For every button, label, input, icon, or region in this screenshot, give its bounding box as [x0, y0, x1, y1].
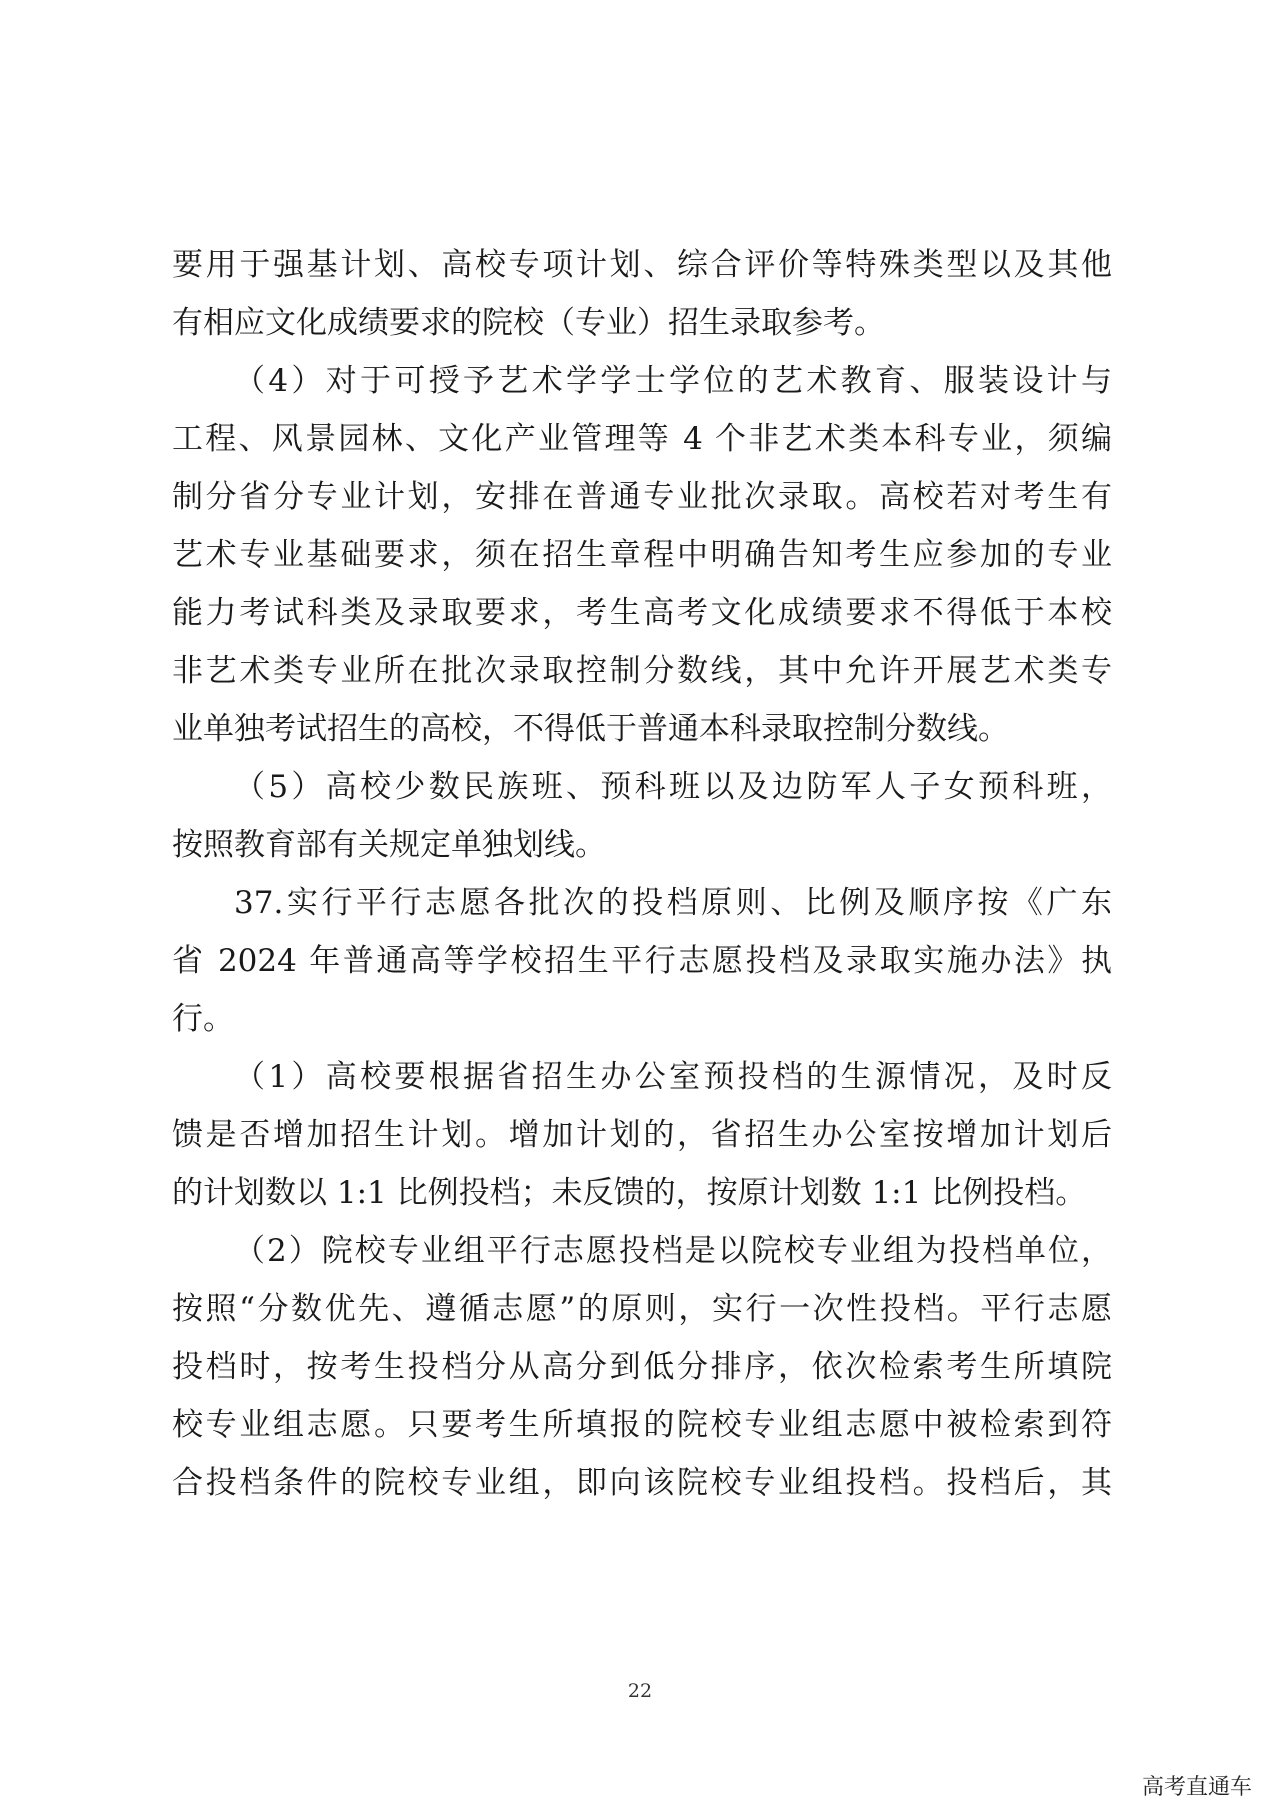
text-line: 要用于强基计划、高校专项计划、综合评价等特殊类型以及其他: [172, 247, 1112, 283]
text-line: 业单独考试招生的高校，不得低于普通本科录取控制分数线。: [172, 711, 1009, 747]
text-line: （2）院校专业组平行志愿投档是以院校专业组为投档单位，: [234, 1233, 1112, 1269]
watermark-text: 高考直通车: [1141, 1775, 1252, 1800]
text-line: 工程、风景园林、文化产业管理等 4 个非艺术类本科专业，须编: [172, 421, 1112, 457]
text-line: （5）高校少数民族班、预科班以及边防军人子女预科班，: [234, 769, 1112, 805]
text-line: 按照“分数优先、遵循志愿”的原则，实行一次性投档。平行志愿: [172, 1291, 1112, 1327]
text-line: 合投档条件的院校专业组，即向该院校专业组投档。投档后，其: [172, 1465, 1112, 1501]
text-line: 馈是否增加招生计划。增加计划的，省招生办公室按增加计划后: [172, 1117, 1112, 1153]
text-line: 制分省分专业计划，安排在普通专业批次录取。高校若对考生有: [172, 479, 1112, 515]
page-number: 22: [627, 1680, 653, 1702]
text-line: （1）高校要根据省招生办公室预投档的生源情况，及时反: [234, 1059, 1112, 1095]
text-line: 有相应文化成绩要求的院校（专业）招生录取参考。: [172, 305, 885, 341]
text-line: 非艺术类专业所在批次录取控制分数线，其中允许开展艺术类专: [172, 653, 1112, 689]
text-line: 行。: [172, 1001, 234, 1037]
text-line: 艺术专业基础要求，须在招生章程中明确告知考生应参加的专业: [172, 537, 1112, 573]
text-line: 的计划数以 1:1 比例投档；未反馈的，按原计划数 1:1 比例投档。: [172, 1175, 1087, 1211]
text-line: （4）对于可授予艺术学学士学位的艺术教育、服装设计与: [234, 363, 1112, 399]
text-line: 37.实行平行志愿各批次的投档原则、比例及顺序按《广东: [234, 885, 1112, 921]
document-body: [172, 236, 1112, 1512]
text-line: 省 2024 年普通高等学校招生平行志愿投档及录取实施办法》执: [172, 943, 1112, 979]
text-line: 校专业组志愿。只要考生所填报的院校专业组志愿中被检索到符: [172, 1407, 1112, 1443]
text-line: 按照教育部有关规定单独划线。: [172, 827, 606, 863]
text-line: 投档时，按考生投档分从高分到低分排序，依次检索考生所填院: [172, 1349, 1112, 1385]
text-line: 能力考试科类及录取要求，考生高考文化成绩要求不得低于本校: [172, 595, 1112, 631]
